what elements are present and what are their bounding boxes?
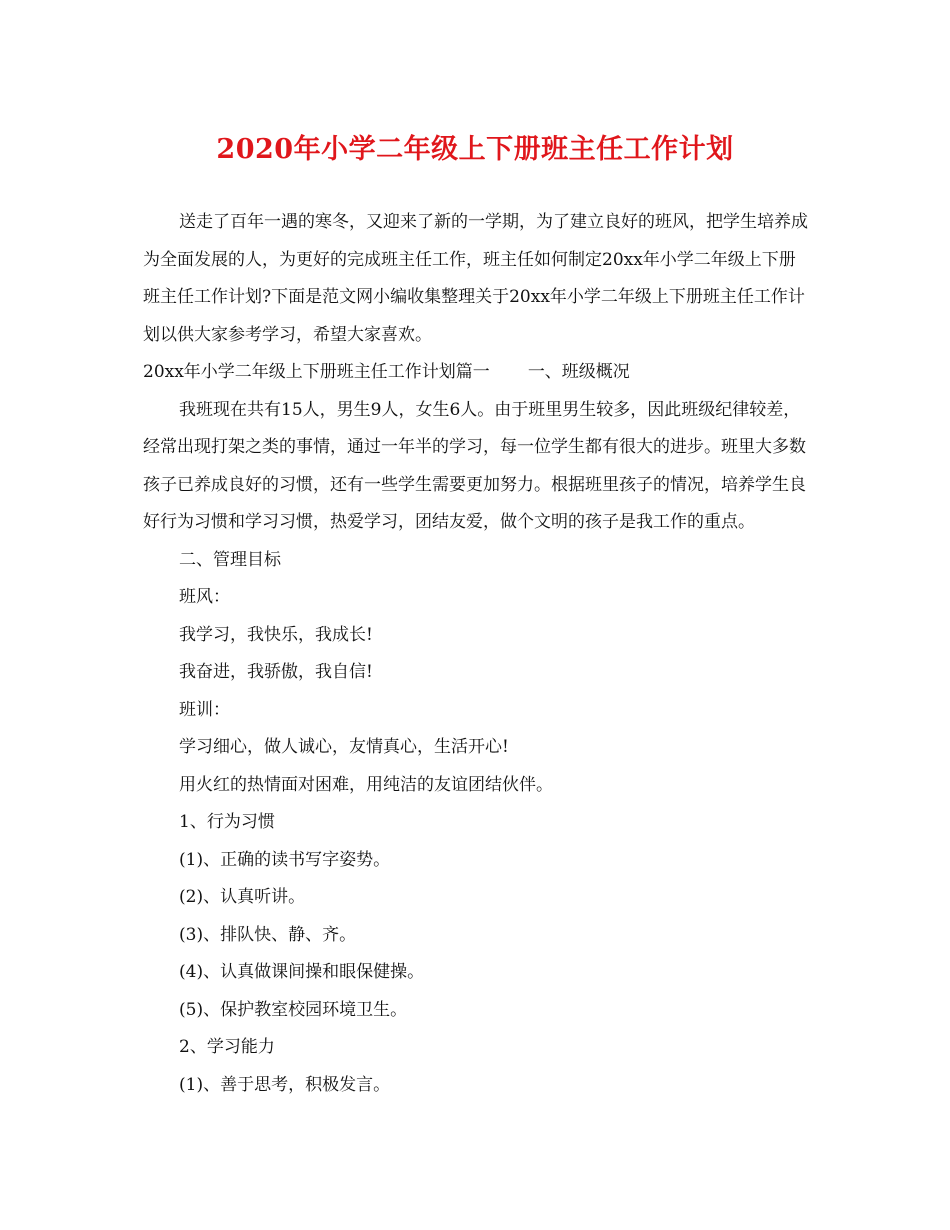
section-heading-class-overview: 一、班级概况 xyxy=(527,362,630,382)
class-overview-paragraph: 我班现在共有15人，男生9人，女生6人。由于班里男生较多，因此班级纪律较差，经常出现打架之类的事情，通过一年半的学习，每一位学生都有很大的进步。班里大多数孩子已养成良好的习惯，还有一些学生需要更加努力。根据班里孩子的情况，培养学生良好行为习惯和学习习惯，热爱学习，团结友爱，做个文明的孩子是我工作的重点。 xyxy=(143,399,806,532)
intro-paragraph: 送走了百年一遇的寒冬，又迎来了新的一学期，为了建立良好的班风，把学生培养成为全面发展的人，为更好的完成班主任工作，班主任如何制定20xx年小学二年级上下册班主任工作计划?下面是范文网小编收集整理关于20xx年小学二年级上下册班主任工作计划以供大家参考学习，希望大家喜欢。 xyxy=(143,212,808,345)
document-title: 2020年小学二年级上下册班主任工作计划 xyxy=(216,134,734,165)
list-item: 1、行为习惯 xyxy=(179,812,275,832)
list-item: (2)、认真听讲。 xyxy=(179,887,306,907)
list-item: (1)、善于思考，积极发言。 xyxy=(179,1074,391,1095)
list-item: (3)、排队快、静、齐。 xyxy=(179,924,357,945)
list-item: 2、学习能力 xyxy=(179,1037,275,1057)
list-item: 用火红的热情面对困难，用纯洁的友谊团结伙伴。 xyxy=(179,774,553,795)
list-item: 二、管理目标 xyxy=(179,549,281,570)
list-item: (1)、正确的读书写字姿势。 xyxy=(179,849,391,870)
list-item: 学习细心，做人诚心，友情真心，生活开心! xyxy=(179,737,509,757)
section-title: 20xx年小学二年级上下册班主任工作计划篇一 xyxy=(143,362,490,382)
list-item: 班训： xyxy=(179,699,230,720)
list-item: (5)、保护教室校园环境卫生。 xyxy=(179,999,408,1020)
list-item: 我学习，我快乐，我成长! xyxy=(179,624,373,645)
list-item: 我奋进，我骄傲，我自信! xyxy=(179,662,373,682)
section-heading-row xyxy=(143,354,808,392)
list-item: 班风： xyxy=(179,587,230,607)
document-body xyxy=(143,204,808,1104)
list-item: (4)、认真做课间操和眼保健操。 xyxy=(179,962,425,982)
